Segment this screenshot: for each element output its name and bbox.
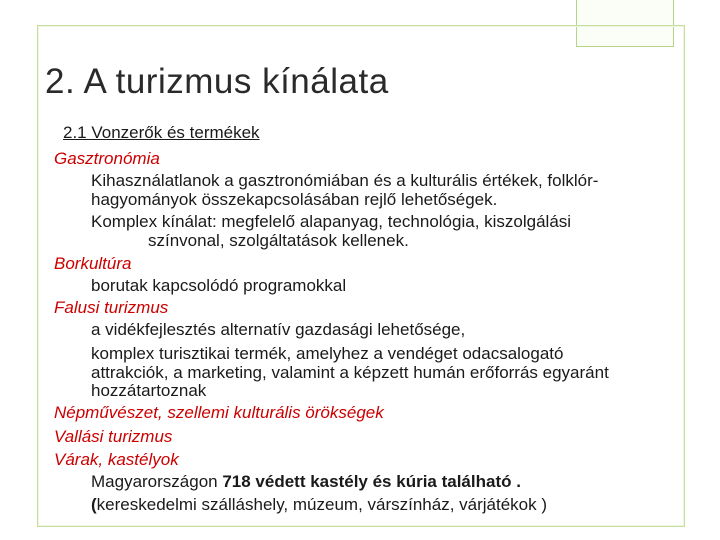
category-borkultura: Borkultúra [54, 254, 132, 273]
gasztro-line-4: színvonal, szolgáltatások kellenek. [148, 231, 409, 250]
category-varak-kastelyok: Várak, kastélyok [54, 450, 179, 469]
falusi-line-4: hozzátartoznak [91, 381, 207, 400]
varak-line-2-bold: ( [91, 495, 97, 514]
bor-line-1: borutak kapcsolódó programokkal [91, 276, 347, 295]
falusi-line-2: komplex turisztikai termék, amelyhez a vendéget odacsalogató [91, 344, 564, 363]
slide-title: 2. A turizmus kínálata [45, 62, 389, 101]
varak-line-1-bold: 718 védett kastély és kúria található . [222, 472, 521, 491]
gasztro-line-1: Kihasználatlanok a gasztronómiában és a kulturális értékek, folklór- [91, 171, 599, 190]
varak-line-2 [91, 496, 547, 514]
varak-line-1 [91, 473, 521, 491]
falusi-line-3: attrakciók, a marketing, valamint a képzett humán erőforrás egyaránt [91, 363, 609, 382]
category-gasztronomia: Gasztronómia [54, 149, 160, 168]
category-nepmuveszet: Népművészet, szellemi kulturális örökségek [54, 403, 384, 422]
category-vallasi-turizmus: Vallási turizmus [54, 427, 173, 446]
falusi-line-1: a vidékfejlesztés alternatív gazdasági lehetősége, [91, 320, 466, 339]
varak-line-2-rest: kereskedelmi szálláshely, múzeum, várszínház, várjátékok ) [96, 495, 548, 514]
section-subtitle: 2.1 Vonzerők és termékek [63, 123, 260, 142]
gasztro-line-3: Komplex kínálat: megfelelő alapanyag, technológia, kiszolgálási [91, 212, 572, 231]
varak-line-1-prefix: Magyarországon [91, 472, 223, 491]
category-falusi-turizmus: Falusi turizmus [54, 298, 169, 317]
gasztro-line-2: hagyományok összekapcsolásában rejlő lehetőségek. [91, 190, 498, 209]
